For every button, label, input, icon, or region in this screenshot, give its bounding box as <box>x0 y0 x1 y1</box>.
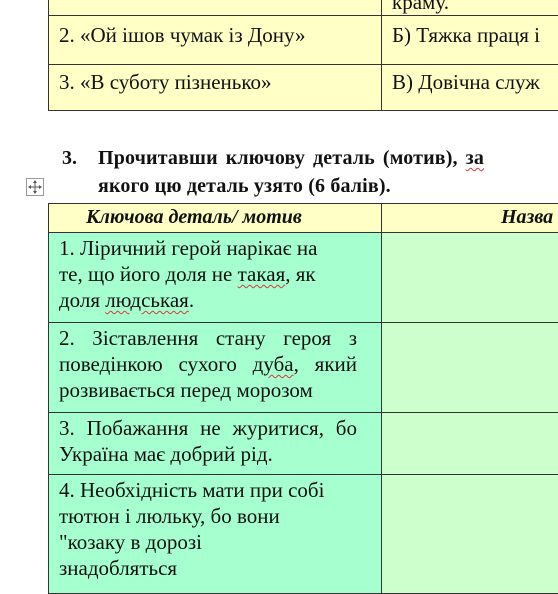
task-line-1 <box>98 147 484 170</box>
task-number: 3. <box>62 147 77 169</box>
table-header-left <box>48 203 382 233</box>
table-row-3-line-2: Україна має добрий рід. <box>59 442 273 466</box>
table-row-2-detail <box>48 322 382 413</box>
top-table-cell-1-right-text: Б) Тяжка праця і <box>392 23 540 47</box>
top-table-cell-1-left <box>48 15 382 65</box>
task-word-1: Прочитавши <box>98 147 218 169</box>
move-arrows-icon <box>27 179 43 195</box>
top-table-cell-2-left <box>48 64 382 111</box>
top-table-cell-0-right-text: краму. <box>392 0 449 14</box>
top-table-cell-0-right <box>381 0 558 16</box>
table-row-3-text <box>59 415 357 467</box>
top-table-cell-1-left-text: 2. «Ой ішов чумак із Дону» <box>59 23 306 47</box>
task-word-5: за <box>465 147 485 169</box>
table-row-1-line-3: доля людськая. <box>59 288 195 312</box>
table-header-left-text: Ключова деталь/ мотив <box>86 206 302 228</box>
table-header-right-text: Назва <box>501 206 554 228</box>
table-row-4-line-1: 4. Необхідність мати при собі <box>59 478 325 502</box>
table-header-right <box>381 203 558 233</box>
task-word-2: ключову <box>225 147 305 169</box>
table-row-1-title[interactable] <box>381 232 558 323</box>
table-row-4-line-3: "козаку в дорозі <box>59 530 202 554</box>
top-table-cell-1-right <box>381 15 558 65</box>
table-move-handle[interactable] <box>26 178 44 196</box>
table-row-3-title[interactable] <box>381 412 558 475</box>
table-row-4-text <box>59 477 324 581</box>
task-word-3: деталь <box>312 147 375 169</box>
task-line-2: якого цю деталь узято (6 балів). <box>98 175 391 197</box>
top-table-cell-2-left-text: 3. «В суботу пізненько» <box>59 70 272 94</box>
table-row-2-line-3: розвивається перед морозом <box>59 378 313 402</box>
table-row-2-text <box>59 325 357 403</box>
top-table-cell-0-left <box>48 0 382 16</box>
top-table-cell-2-right-text: В) Довічна служ <box>392 70 540 94</box>
table-row-4-detail <box>48 474 382 594</box>
table-row-4-title[interactable] <box>381 474 558 594</box>
table-row-2-line-1: 2. Зіставлення стану героя з <box>59 326 357 350</box>
table-row-1-text <box>59 235 317 313</box>
table-row-1-line-1: 1. Ліричний герой нарікає на <box>59 236 318 260</box>
table-row-2-title[interactable] <box>381 322 558 413</box>
table-row-1-detail <box>48 232 382 323</box>
table-row-4-line-4: знадобляться <box>59 556 178 580</box>
table-row-3-detail <box>48 412 382 475</box>
task-word-4: (мотив), <box>382 147 458 169</box>
table-row-2-line-2: поведінкою сухого дуба, який <box>59 352 357 376</box>
table-row-4-line-2: тютюн і люльку, бо вони <box>59 504 280 528</box>
table-row-3-line-1: 3. Побажання не журитися, бо <box>59 416 357 440</box>
top-table-cell-2-right <box>381 64 558 111</box>
table-row-1-line-2: те, що його доля не такая, як <box>59 262 316 286</box>
